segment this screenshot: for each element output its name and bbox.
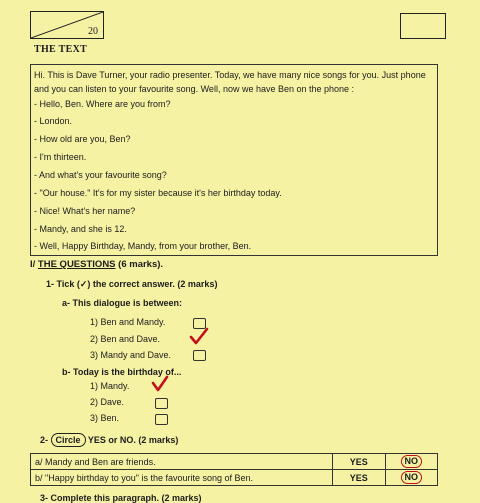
q2a-yes[interactable]: YES bbox=[333, 454, 385, 470]
q2b-no-cell bbox=[385, 470, 438, 486]
q3-instruction-partial: 3- Complete this paragraph. (2 marks) bbox=[40, 493, 202, 503]
dialogue-line: - Mandy, and she is 12. bbox=[34, 224, 127, 234]
q2b-yes[interactable]: YES bbox=[333, 470, 385, 486]
q1a-tick-mark bbox=[188, 326, 210, 348]
q2-circle-word: Circle bbox=[51, 433, 86, 447]
table-row bbox=[31, 470, 438, 486]
dialogue-line: - Well, Happy Birthday, Mandy, from your brother, Ben. bbox=[34, 241, 252, 251]
q2b-no-circled[interactable]: NO bbox=[401, 471, 423, 484]
dialogue-line: - London. bbox=[34, 116, 73, 126]
questions-marks: (6 marks). bbox=[115, 259, 164, 270]
q2-instruction bbox=[40, 433, 178, 447]
grade-box bbox=[400, 13, 446, 39]
dialogue-line: - And what's your favourite song? bbox=[34, 170, 167, 180]
q1-instruction: 1- Tick (✓) the correct answer. (2 marks) bbox=[46, 279, 218, 289]
q1b-prompt: b- Today is the birthday of... bbox=[62, 367, 182, 377]
q1a-prompt: a- This dialogue is between: bbox=[62, 298, 183, 308]
q1b-tick-mark bbox=[150, 374, 170, 394]
q2b-statement: b/ "Happy birthday to you" is the favourite song of Ben. bbox=[31, 470, 333, 486]
q1b-checkbox-2[interactable] bbox=[155, 398, 168, 409]
q1a-option-3: 3) Mandy and Dave. bbox=[90, 350, 172, 360]
text-intro: Hi. This is Dave Turner, your radio presenter. Today, we have many nice songs for you. Just phone and you can listen to your favourite song. Well, now we have Ben on the phone : bbox=[34, 70, 426, 94]
q2a-no-circled[interactable]: NO bbox=[401, 455, 423, 468]
q1a-checkbox-3[interactable] bbox=[193, 350, 206, 361]
section-title: THE TEXT bbox=[34, 44, 88, 55]
dialogue-line: - "Our house." It's for my sister because it's her birthday today. bbox=[34, 188, 282, 198]
questions-heading: THE QUESTIONS bbox=[37, 259, 116, 270]
questions-title bbox=[30, 259, 163, 270]
q1b-option-2: 2) Dave. bbox=[90, 397, 125, 407]
dialogue-line: - Hello, Ben. Where are you from? bbox=[34, 99, 171, 109]
q2a-no-cell bbox=[385, 454, 438, 470]
table-row bbox=[31, 454, 438, 470]
q1a-option-1: 1) Ben and Mandy. bbox=[90, 317, 166, 327]
dialogue-line: - How old are you, Ben? bbox=[34, 134, 131, 144]
yes-no-table bbox=[30, 453, 438, 486]
q1a-option-2: 2) Ben and Dave. bbox=[90, 334, 161, 344]
q1b-option-3: 3) Ben. bbox=[90, 413, 120, 423]
q2-instruction-text: YES or NO. (2 marks) bbox=[87, 435, 179, 445]
questions-prefix: I/ bbox=[30, 259, 38, 270]
q1b-checkbox-3[interactable] bbox=[155, 414, 168, 425]
score-total: 20 bbox=[88, 26, 98, 37]
q2-number: 2- bbox=[40, 435, 49, 445]
q2a-statement: a/ Mandy and Ben are friends. bbox=[31, 454, 333, 470]
reading-text-box bbox=[30, 64, 438, 256]
dialogue-line: - Nice! What's her name? bbox=[34, 206, 136, 216]
score-box bbox=[30, 11, 104, 39]
q1b-option-1: 1) Mandy. bbox=[90, 381, 130, 391]
dialogue-line: - I'm thirteen. bbox=[34, 152, 87, 162]
